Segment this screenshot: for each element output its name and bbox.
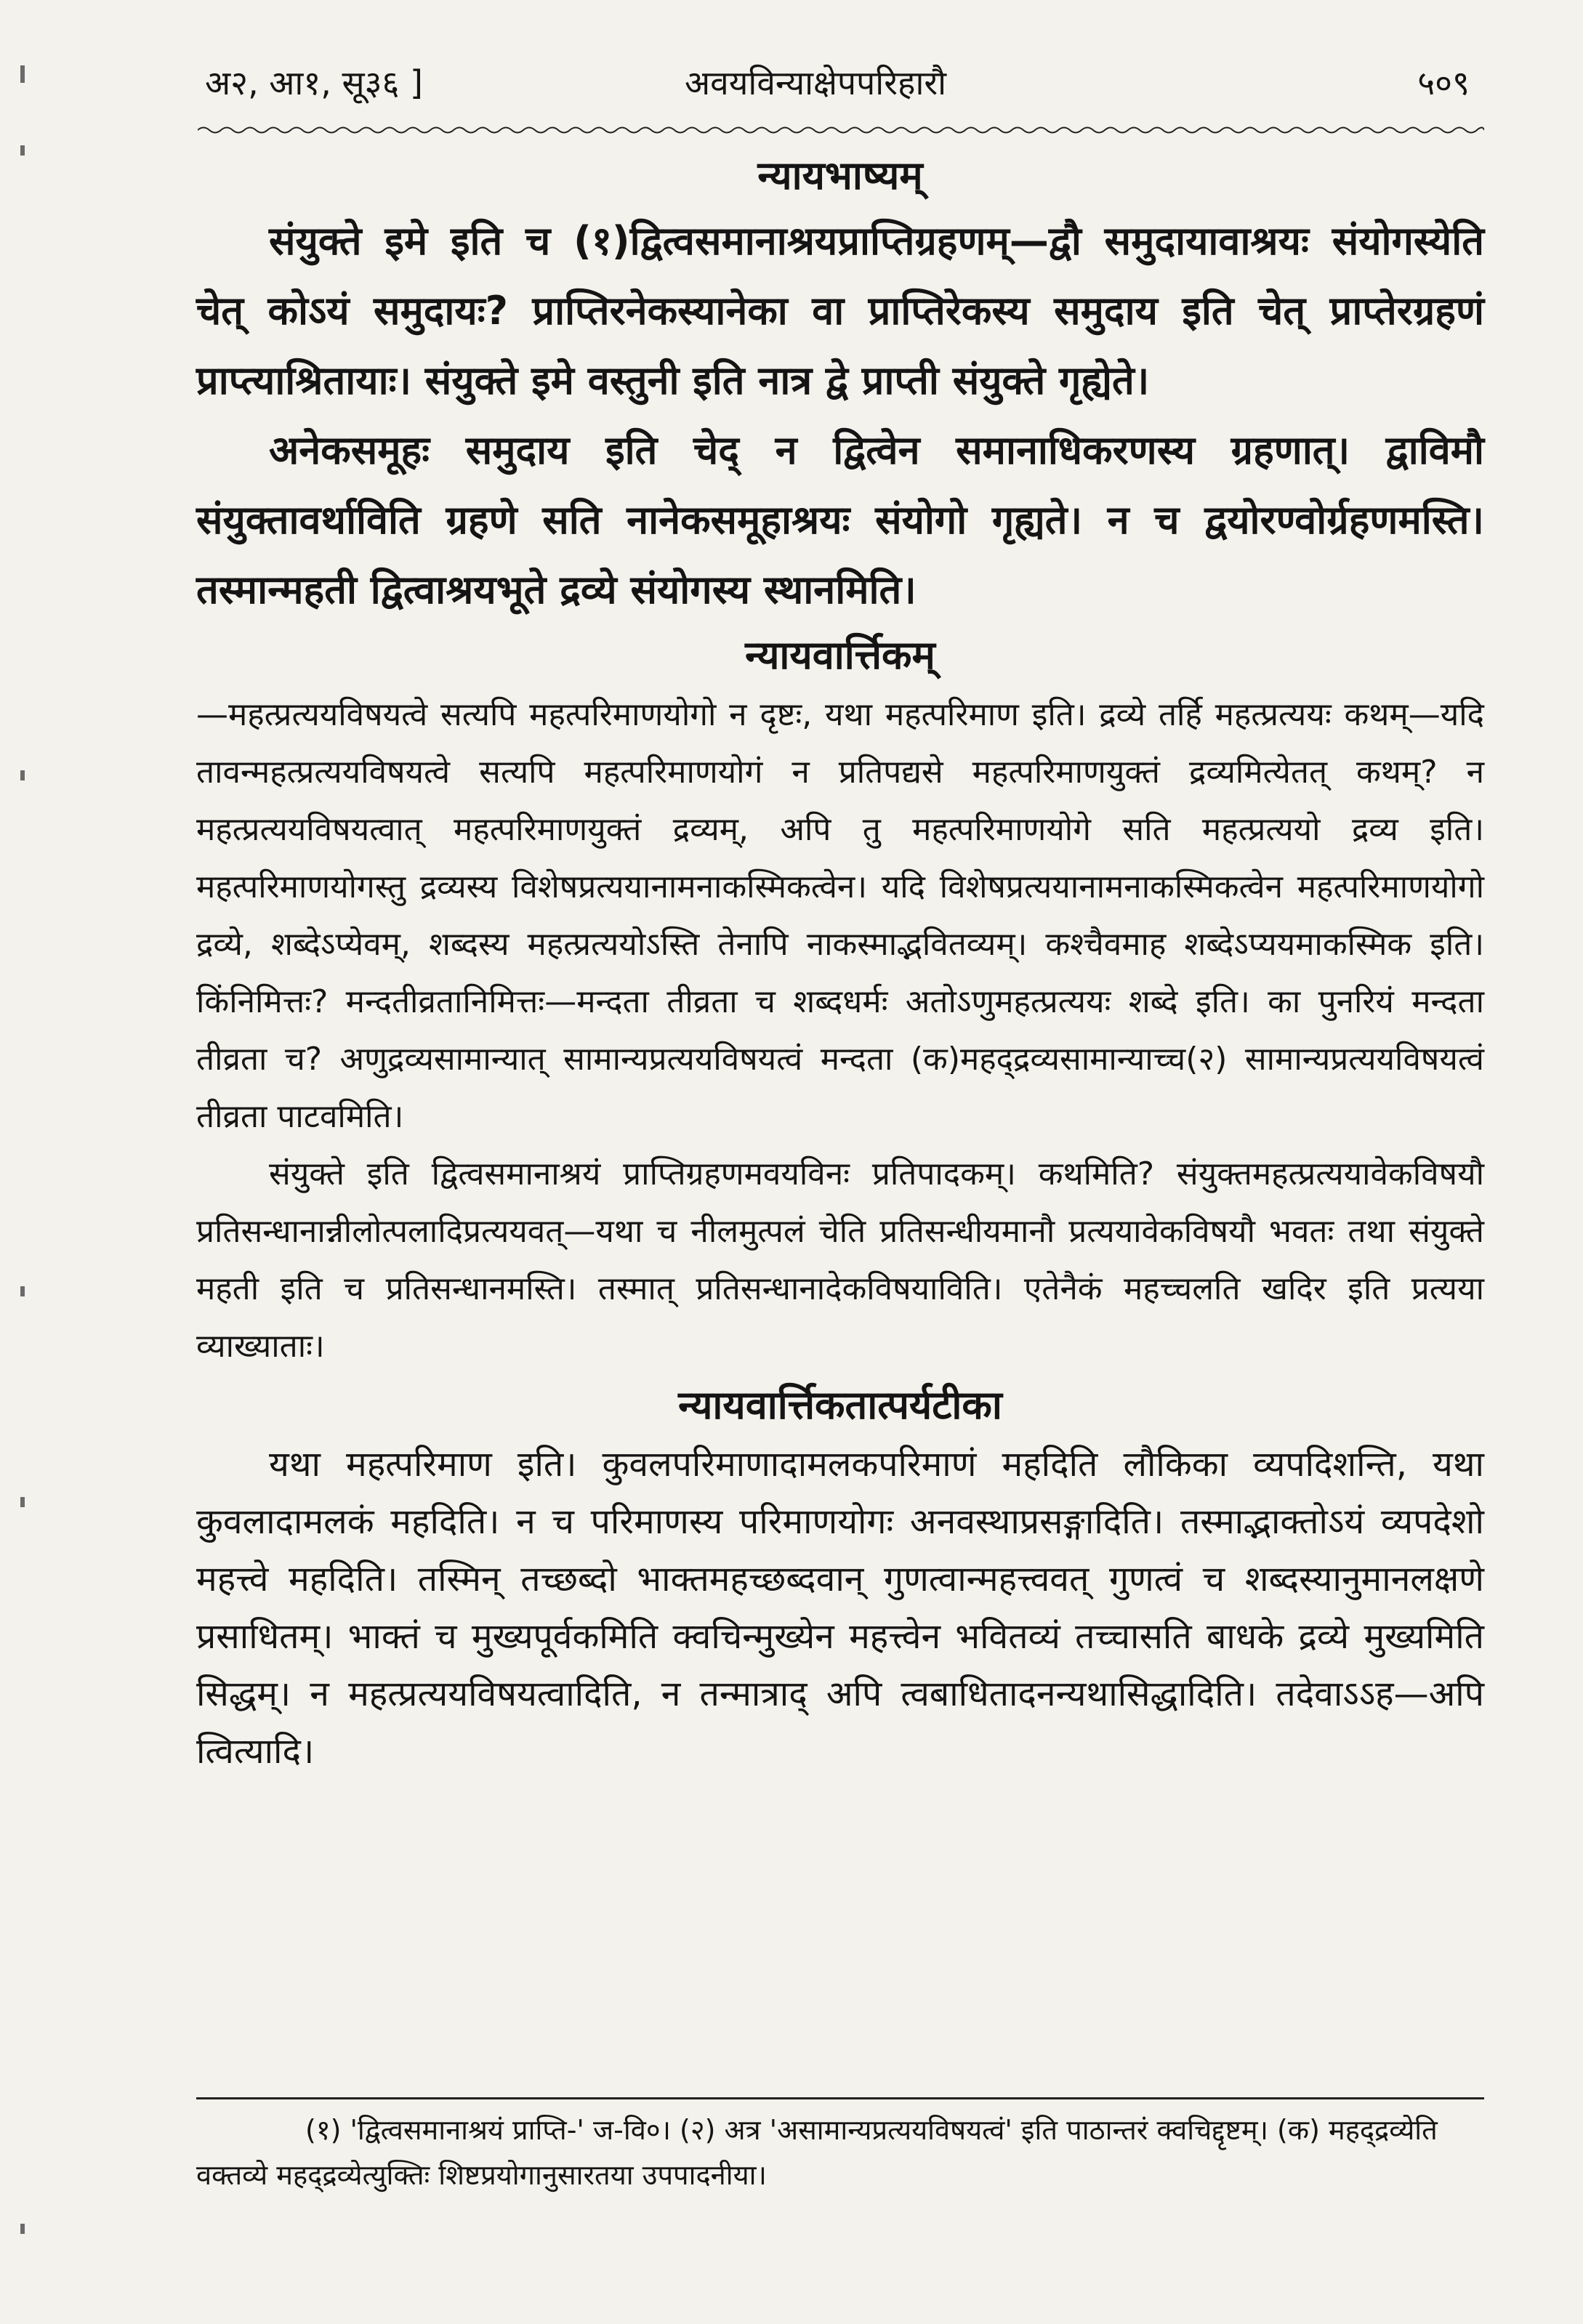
- footnote-rule: [196, 2097, 1484, 2099]
- varttika-paragraph-1: —महत्प्रत्ययविषयत्वे सत्यपि महत्परिमाणयोगो न दृष्टः, यथा महत्परिमाण इति। द्रव्ये तर्हि महत्प्रत्ययः कथम्—यदि तावन्महत्प्रत्ययविषयत्वे सत्यपि महत्परिमाणयोगं न प्रतिपद्यसे महत्परिमाणयुक्तं द्रव्यमित्येतत् कथम्? न महत्प्रत्ययविषयत्वात् महत्परिमाणयुक्तं द्रव्यम्, अपि तु महत्परिमाणयोगे सति महत्प्रत्ययो द्रव्य इति। महत्परिमाणयोगस्तु द्रव्यस्य विशेषप्रत्ययानामनाकस्मिकत्वेन। यदि विशेषप्रत्ययानामनाकस्मिकत्वेन महत्परिमाणयोगो द्रव्ये, शब्देऽप्येवम्, शब्दस्य महत्प्रत्ययोऽस्ति तेनापि नाकस्माद्भवितव्यम्। कश्चैवमाह शब्देऽप्ययमाकस्मिक इति। किंनिमित्तः? मन्दतीव्रतानिमित्तः—मन्दता तीव्रता च शब्दधर्मः अतोऽणुमहत्प्रत्ययः शब्दे इति। का पुनरियं मन्दता तीव्रता च? अणुद्रव्यसामान्यात् सामान्यप्रत्ययविषयत्वं मन्दता (क)महद्द्रव्यसामान्याच्च(२) सामान्यप्रत्ययविषयत्वं तीव्रता पाटवमिति।: [196, 696, 1484, 1135]
- section-heading-nyayabhashya: न्यायभाष्यम्: [757, 153, 923, 198]
- bhashya-paragraph-1: संयुक्ते इमे इति च (१)द्वित्वसमानाश्रयप्राप्तिग्रहणम्—द्वौ समुदायावाश्रयः संयोगस्येति चेत् कोऽयं समुदायः? प्राप्तिरनेकस्यानेका वा प्राप्तिरेकस्य समुदाय इति चेत् प्राप्तेरग्रहणं प्राप्त्याश्रितायाः। संयुक्ते इमे वस्तुनी इति नात्र द्वे प्राप्ती संयुक्ते गृह्येते।: [196, 218, 1484, 403]
- margin-mark: [20, 1286, 25, 1296]
- section-heading-nyayavarttika: न्यायवार्त्तिकम्: [745, 632, 935, 678]
- margin-mark: [20, 145, 25, 156]
- footnote-text: (१) 'द्वित्वसमानाश्रयं प्राप्ति-' ज-वि०। (२) अत्र 'असामान्यप्रत्ययविषयत्वं' इति पाठान्तरं क्वचिद्दृष्टम्। (क) महद्द्रव्येति वक्तव्ये महद्द्रव्येत्युक्तिः शिष्टप्रयोगानुसारतया उपपादनीया।: [196, 2114, 1438, 2191]
- margin-mark: [20, 73, 25, 83]
- margin-mark: [20, 2224, 25, 2234]
- footnotes: [196, 2107, 1484, 2198]
- running-header: [190, 51, 1484, 109]
- margin-mark: [20, 770, 25, 780]
- tika-paragraph-1: यथा महत्परिमाण इति। कुवलपरिमाणादामलकपरिमाणं महदिति लौकिका व्यपदिशन्ति, यथा कुवलादामलकं महदिति। न च परिमाणस्य परिमाणयोगः अनवस्थाप्रसङ्गादिति। तस्माद्भाक्तोऽयं व्यपदेशो महत्त्वे महदिति। तस्मिन् तच्छब्दो भाक्तमहच्छब्दवान् गुणत्वान्महत्त्ववत् गुणत्वं च शब्दस्यानुमानलक्षणे प्रसाधितम्। भाक्तं च मुख्यपूर्वकमिति क्वचिन्मुख्येन महत्त्वेन भवितव्यं तच्चासति बाधके द्रव्ये मुख्यमिति सिद्धम्। न महत्प्रत्ययविषयत्वादिति, न तन्मात्राद् अपि त्वबाधितादनन्यथासिद्धादिति। तदेवाऽऽह—अपि त्वित्यादि।: [196, 1444, 1484, 1772]
- page-body: [196, 145, 1484, 1780]
- page-number: ५०९: [1417, 63, 1470, 102]
- varttika-paragraph-2: संयुक्ते इति द्वित्वसमानाश्रयं प्राप्तिग्रहणमवयविनः प्रतिपादकम्। कथमिति? संयुक्तमहत्प्रत्ययावेकविषयौ प्रतिसन्धानान्नीलोत्पलादिप्रत्ययवत्—यथा च नीलमुत्पलं चेति प्रतिसन्धीयमानौ प्रत्ययावेकविषयौ भवतः तथा संयुक्ते महती इति च प्रतिसन्धानमस्ति। तस्मात् प्रतिसन्धानादेकविषयाविति। एतेनैकं महच्चलति खदिर इति प्रत्यया व्याख्याताः।: [196, 1155, 1484, 1365]
- running-title: अवयविन्याक्षेपपरिहारौ: [685, 63, 947, 102]
- margin-mark: [20, 1497, 25, 1507]
- binding-margin-marks: [20, 44, 35, 2296]
- section-heading-tatparyatika: न्यायवार्त्तिकतात्पर्यटीका: [678, 1382, 1002, 1428]
- bhashya-paragraph-2: अनेकसमूहः समुदाय इति चेद् न द्वित्वेन समानाधिकरणस्य ग्रहणात्। द्वाविमौ संयुक्तावर्थाविति ग्रहणे सति नानेकसमूहाश्रयः संयोगो गृह्यते। न च द्वयोरण्वोर्ग्रहणमस्ति। तस्मान्महती द्वित्वाश्रयभूते द्रव्ये संयोगस्य स्थानमिति।: [196, 427, 1484, 613]
- wavy-divider: [198, 125, 1484, 135]
- chapter-reference: अ२, आ१, सू३६ ]: [205, 63, 423, 102]
